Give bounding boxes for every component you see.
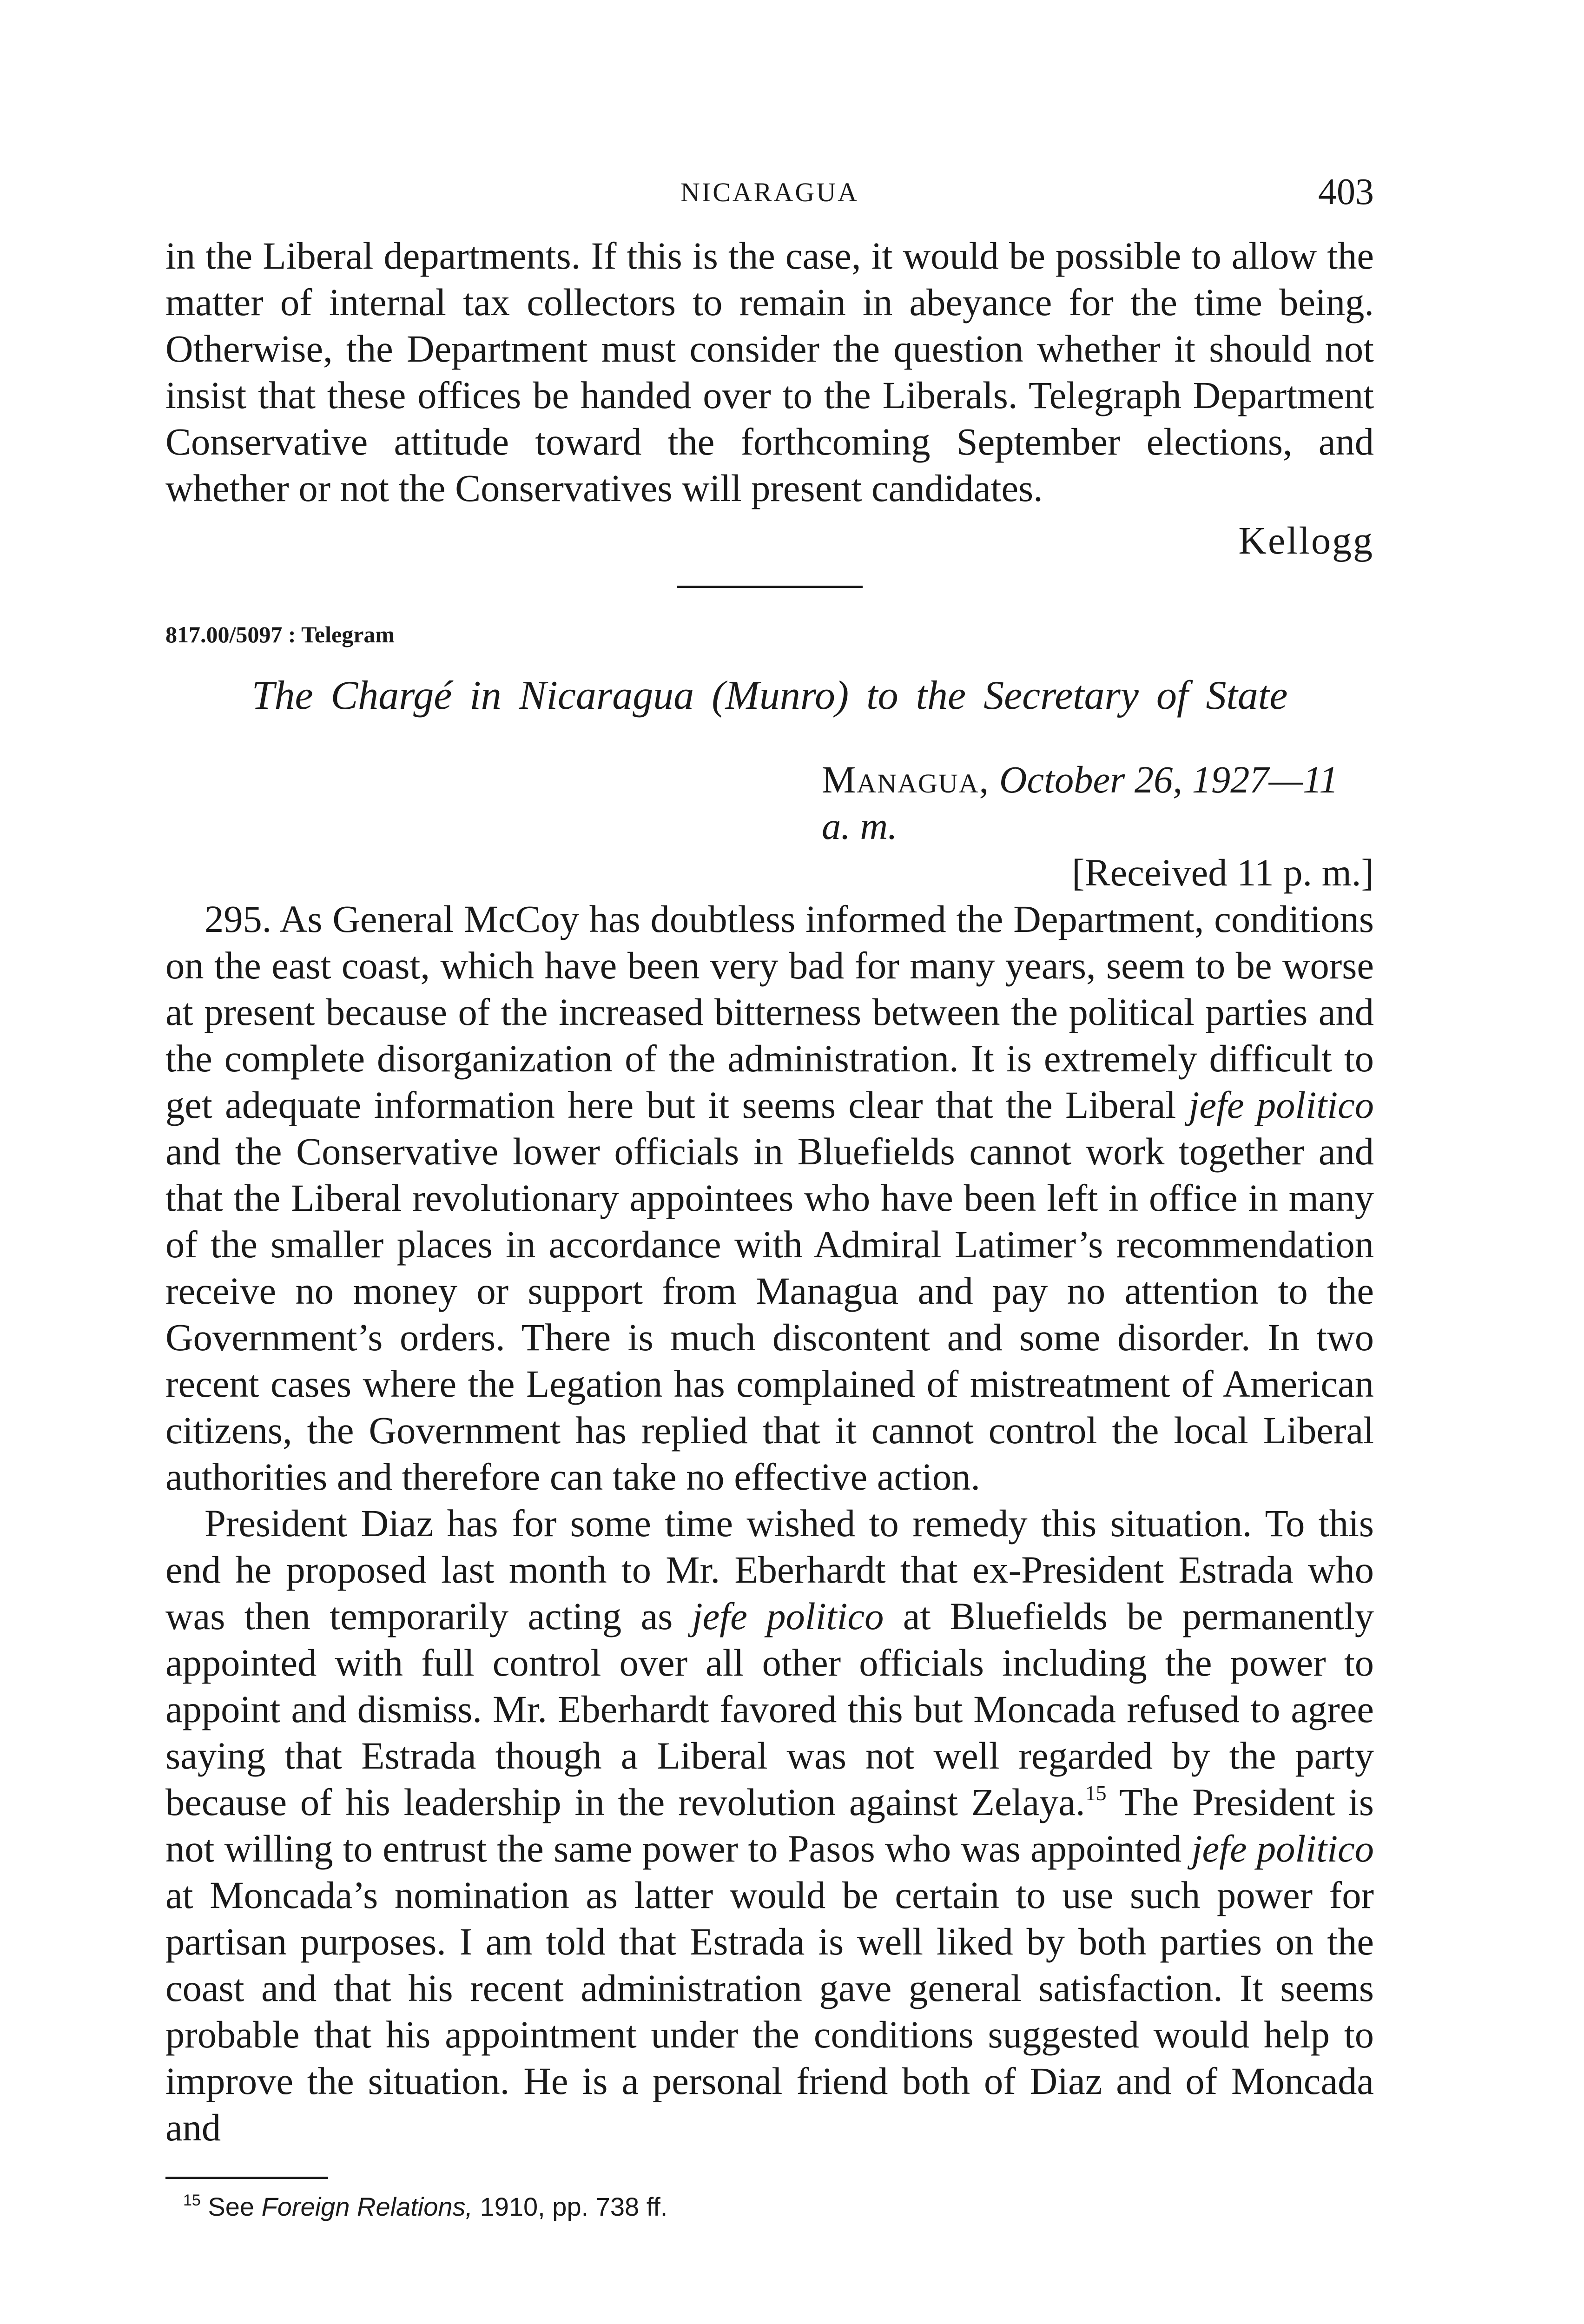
document-page bbox=[165, 172, 1374, 2222]
file-number: 817.00/5097 bbox=[165, 621, 283, 647]
telegram-paragraph-1 bbox=[165, 896, 1374, 1500]
dateline-place: Managua, bbox=[822, 758, 990, 801]
received-note: [Received 11 p. m.] bbox=[1072, 851, 1374, 894]
continuation-paragraph: in the Liberal departments. If this is the case, it would be possible to allow the matter of internal tax collectors to remain in abeyance for the time being. Otherwise, the Department must consider the question whether it should not insist that these offices be handed over to the Liberals. Telegraph Department Conservative attitude toward the forthcoming September elections, and whether or not the Conservatives will present candidates. bbox=[165, 234, 1374, 509]
document-title: The Chargé in Nicaragua (Munro) to the Secretary of State bbox=[251, 673, 1288, 718]
signature bbox=[165, 518, 1374, 564]
footnote bbox=[165, 2192, 1374, 2222]
footnote-number: 15 bbox=[183, 2192, 201, 2209]
paragraph-text: and the Conservative lower officials in Bluefields cannot work together and that the Liberal revolutionary appointees who have been left in office in many of the smaller places in accordance with Admiral Latimer’s recommendation receive no money or support from Managua and pay no attention to the Government’s orders. There is much discontent and some disorder. In two recent cases where the Legation has complained of mistreatment of American citizens, the Government has replied that it cannot control the local Liberal authorities and therefore can take no effective action. bbox=[165, 1130, 1374, 1498]
dateline bbox=[165, 756, 1374, 849]
file-reference bbox=[165, 621, 1374, 648]
italic-term: jefe politico bbox=[1188, 1083, 1374, 1126]
dateline-date: October 26, 1927—11 a. m. bbox=[822, 758, 1339, 847]
running-header bbox=[165, 172, 1374, 232]
telegram-paragraph-2 bbox=[165, 1500, 1374, 2151]
italic-term: jefe politico bbox=[1191, 1827, 1374, 1870]
signature-text: Kellogg bbox=[1238, 519, 1374, 562]
file-separator: : bbox=[282, 621, 302, 647]
footnote-text: 1910, pp. 738 ff. bbox=[473, 2192, 668, 2221]
footnote-source: Foreign Relations, bbox=[261, 2192, 473, 2221]
italic-term: jefe politico bbox=[692, 1595, 884, 1637]
page-number: 403 bbox=[1318, 172, 1374, 212]
footnote-text: See bbox=[208, 2192, 262, 2221]
section-divider bbox=[677, 586, 863, 588]
file-type: Telegram bbox=[301, 621, 395, 647]
paragraph-text: at Moncada’s nomination as latter would be certain to use such power for partisan purposes. I am told that Estrada is well liked by both parties on the coast and that his recent administration gave general satisfaction. It seems probable that his appointment under the conditions suggested would help to improve the situation. He is a personal friend both of Diaz and of Moncada and bbox=[165, 1874, 1374, 2149]
paragraph-text: President Diaz has for some time wished to remedy this situation. To this end he proposed last month to Mr. Eberhardt that ex-President Estrada who was then temporarily acting as bbox=[165, 1502, 1374, 1637]
footnote-divider bbox=[165, 2177, 328, 2179]
paragraph-text: The President is not willing to entrust the same power to Pasos who was appointed bbox=[165, 1781, 1374, 1870]
running-title: NICARAGUA bbox=[680, 177, 859, 207]
footnote-reference[interactable]: 15 bbox=[1085, 1781, 1107, 1805]
paragraph-text: at Bluefields be permanently appointed with full control over all other officials including the power to appoint and dismiss. Mr. Eberhardt favored this but Moncada refused to agree saying that Estrada though a Liberal was not well regarded by the party because of his leadership in the revolution against Zelaya. bbox=[165, 1595, 1374, 1823]
paragraph-text: 295. As General McCoy has doubtless informed the Department, conditions on the east coast, which have been very bad for many years, seem to be worse at present because of the increased bitterness between the political parties and the complete disorganization of the administration. It is extremely difficult to get adequate information here but it seems clear that the Liberal bbox=[165, 898, 1374, 1126]
